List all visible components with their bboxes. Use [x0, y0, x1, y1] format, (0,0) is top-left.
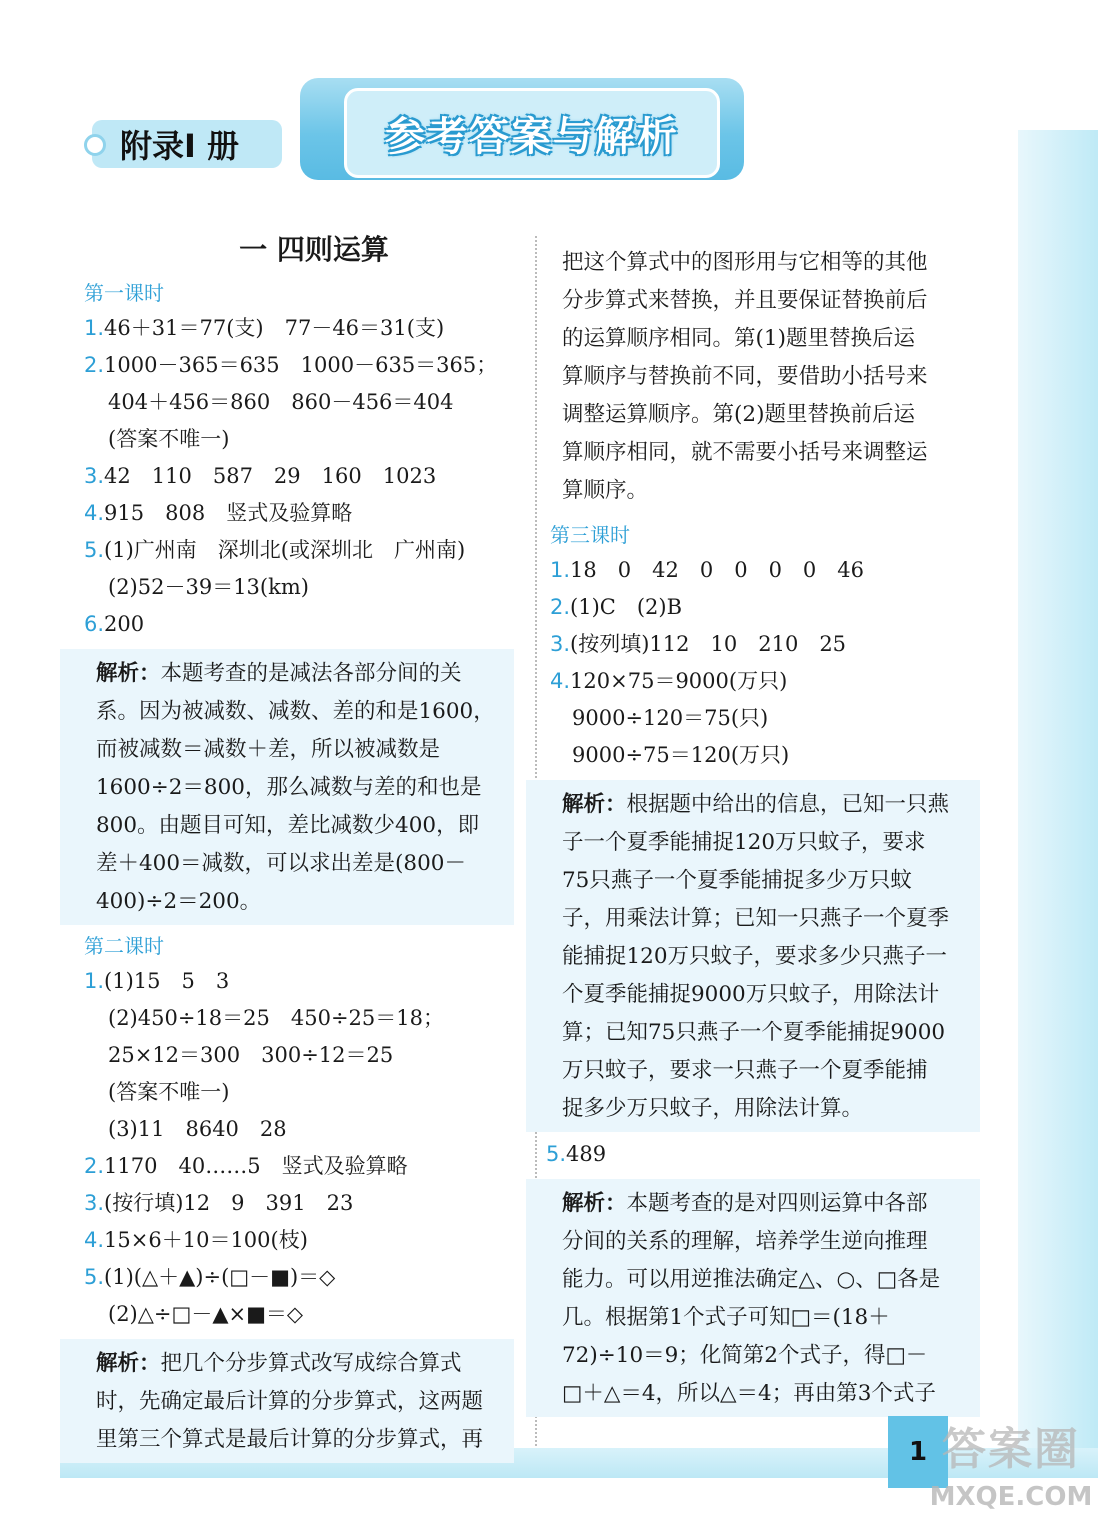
answer-line — [84, 1000, 514, 1037]
analysis-line: 解析：本题考查的是减法各部分间的关 — [96, 661, 462, 686]
analysis-continued — [526, 244, 980, 514]
analysis-line: 子，用乘法计算；已知一只燕子一个夏季 — [562, 906, 950, 931]
answer-text: 42 110 587 29 160 1023 — [104, 464, 437, 488]
answer-line — [84, 1296, 514, 1333]
analysis-box — [60, 649, 514, 925]
answer-text: (2)450÷18＝25 450÷25＝18； — [108, 1006, 444, 1030]
lesson-heading: 第二课时 — [84, 934, 164, 958]
analysis-label: 解析： — [96, 1351, 161, 1376]
analysis-line: 而被减数＝减数＋差，所以被减数是 — [96, 737, 441, 762]
analysis-line: 分步算式来替换，并且要保证替换前后 — [562, 288, 928, 313]
item-number: 4. — [84, 501, 105, 525]
page-title: 参考答案与解析 — [385, 113, 679, 160]
answer-line — [84, 458, 514, 495]
analysis-line: 400)÷2＝200。 — [96, 889, 262, 914]
answer-line — [84, 1148, 514, 1185]
analysis-line: 算；已知75只燕子一个夏季能捕捉9000 — [562, 1020, 946, 1045]
answer-line — [550, 737, 980, 774]
analysis-line: 能力。可以用逆推法确定△、○、□各是 — [562, 1267, 941, 1292]
answer-line — [84, 1074, 514, 1111]
lesson-heading: 第一课时 — [84, 281, 164, 305]
analysis-line: 解析：把几个分步算式改写成综合算式 — [96, 1351, 462, 1376]
answer-line — [550, 552, 980, 589]
analysis-line: 解析：根据题中给出的信息，已知一只燕 — [562, 792, 950, 817]
answer-text: (1)广州南 深圳北(或深圳北 广州南) — [104, 538, 466, 562]
answer-line — [550, 626, 980, 663]
right-edge-band — [1018, 130, 1098, 1460]
answer-line — [84, 384, 514, 421]
left-column — [84, 228, 514, 1467]
answer-text: 15×6＋10＝100(枝) — [104, 1228, 308, 1252]
analysis-line: 算顺序。 — [562, 478, 649, 503]
analysis-line: 里第三个算式是最后计算的分步算式，再 — [96, 1427, 484, 1452]
answer-text: (答案不唯一) — [108, 427, 230, 451]
analysis-box — [526, 1179, 980, 1417]
analysis-line: 的运算顺序相同。第(1)题里替换后运 — [562, 326, 915, 351]
analysis-line: 捉多少万只蚊子，用除法计算。 — [562, 1096, 864, 1121]
answer-text: (按列填)112 10 210 25 — [570, 632, 847, 656]
answer-text: 18 0 42 0 0 0 0 46 — [570, 558, 865, 582]
answer-text: 404＋456＝860 860－456＝404 — [108, 390, 454, 414]
answer-line — [546, 1136, 980, 1173]
answer-text: (1)15 5 3 — [104, 969, 230, 993]
item-number: 3. — [550, 632, 571, 656]
answer-text: 25×12＝300 300÷12＝25 — [108, 1043, 394, 1067]
item-number: 2. — [550, 595, 571, 619]
answer-line — [550, 663, 980, 700]
watermark — [926, 1420, 1096, 1532]
item-number: 5. — [84, 1265, 105, 1289]
answer-text: 120×75＝9000(万只) — [570, 669, 788, 693]
answer-text: (3)11 8640 28 — [108, 1117, 287, 1141]
answer-text: (2)52－39＝13(km) — [108, 575, 309, 599]
answer-line — [84, 1222, 514, 1259]
answer-text: 1170 40……5 竖式及验算略 — [104, 1154, 408, 1178]
answer-text: 200 — [104, 612, 145, 636]
analysis-label: 解析： — [562, 1191, 627, 1216]
answer-line — [550, 589, 980, 626]
item-number: 1. — [84, 969, 105, 993]
appendix-tab — [92, 120, 282, 168]
analysis-line: 1600÷2＝800，那么减数与差的和也是 — [96, 775, 482, 800]
analysis-line: □＋△＝4，所以△＝4；再由第3个式子 — [562, 1381, 936, 1406]
analysis-line: 解析：本题考查的是对四则运算中各部 — [562, 1191, 928, 1216]
item-number: 6. — [84, 612, 105, 636]
answer-line — [84, 569, 514, 606]
analysis-line: 能捕捉120万只蚊子，要求多少只燕子一 — [562, 944, 948, 969]
analysis-line: 把这个算式中的图形用与它相等的其他 — [562, 250, 928, 275]
answer-line — [84, 532, 514, 569]
page-number: 1 — [888, 1416, 948, 1488]
answer-text: 46＋31＝77(支) 77－46＝31(支) — [104, 316, 445, 340]
analysis-line: 800。由题目可知，差比减数少400，即 — [96, 813, 480, 838]
analysis-line: 算顺序与替换前不同，要借助小括号来 — [562, 364, 928, 389]
right-column — [546, 244, 980, 1421]
answer-text: 9000÷120＝75(只) — [572, 706, 769, 730]
answer-text: (2)△÷□－▲×■＝◇ — [108, 1302, 304, 1326]
appendix-label: 附录I 册 — [120, 127, 240, 165]
item-number: 4. — [84, 1228, 105, 1252]
answer-text: (答案不唯一) — [108, 1080, 230, 1104]
analysis-line: 系。因为被减数、减数、差的和是1600， — [96, 699, 495, 724]
lesson-heading: 第三课时 — [550, 523, 630, 547]
answer-line — [84, 421, 514, 458]
analysis-line: 调整运算顺序。第(2)题里替换前后运 — [562, 402, 915, 427]
answer-line — [84, 1037, 514, 1074]
analysis-line: 子一个夏季能捕捉120万只蚊子，要求 — [562, 830, 926, 855]
item-number: 2. — [84, 353, 105, 377]
analysis-line: 72)÷10＝9；化简第2个式子，得□－ — [562, 1343, 928, 1368]
answer-text: 9000÷75＝120(万只) — [572, 743, 790, 767]
analysis-box — [60, 1339, 514, 1463]
answer-line — [550, 700, 980, 737]
analysis-line: 75只燕子一个夏季能捕捉多少万只蚊 — [562, 868, 912, 893]
answer-text: 915 808 竖式及验算略 — [104, 501, 353, 525]
answer-line — [84, 495, 514, 532]
analysis-line: 几。根据第1个式子可知□＝(18＋ — [562, 1305, 890, 1330]
item-number: 1. — [84, 316, 105, 340]
chapter-title: 一 四则运算 — [239, 233, 389, 266]
analysis-line: 时，先确定最后计算的分步算式，这两题 — [96, 1389, 484, 1414]
answer-text: 1000－365＝635 1000－635＝365； — [104, 353, 498, 377]
analysis-box — [526, 780, 980, 1132]
answer-text: (按行填)12 9 391 23 — [104, 1191, 354, 1215]
answer-line — [84, 606, 514, 643]
analysis-line: 个夏季能捕捉9000万只蚊子，用除法计 — [562, 982, 940, 1007]
item-number: 5. — [546, 1142, 567, 1166]
analysis-line: 算顺序相同，就不需要小括号来调整运 — [562, 440, 928, 465]
item-number: 3. — [84, 1191, 105, 1215]
item-number: 3. — [84, 464, 105, 488]
analysis-line: 差＋400＝减数，可以求出差是(800－ — [96, 851, 466, 876]
analysis-label: 解析： — [562, 792, 627, 817]
answer-line — [84, 347, 514, 384]
answer-line — [84, 1259, 514, 1296]
watermark-logo: 答案圈 — [942, 1424, 1080, 1475]
analysis-label: 解析： — [96, 661, 161, 686]
item-number: 5. — [84, 538, 105, 562]
analysis-line: 万只蚊子，要求一只燕子一个夏季能捕 — [562, 1058, 928, 1083]
header-title-box — [344, 88, 720, 178]
watermark-url: MXQE.COM — [929, 1482, 1093, 1512]
answer-line — [84, 1111, 514, 1148]
answer-text: 489 — [566, 1142, 607, 1166]
answer-line — [84, 1185, 514, 1222]
analysis-line: 分间的关系的理解，培养学生逆向推理 — [562, 1229, 928, 1254]
item-number: 1. — [550, 558, 571, 582]
answer-text: (1)(△＋▲)÷(□－■)＝◇ — [104, 1265, 336, 1289]
answer-text: (1)C (2)B — [570, 595, 683, 619]
answer-line — [84, 310, 514, 347]
item-number: 4. — [550, 669, 571, 693]
answer-line — [84, 963, 514, 1000]
item-number: 2. — [84, 1154, 105, 1178]
